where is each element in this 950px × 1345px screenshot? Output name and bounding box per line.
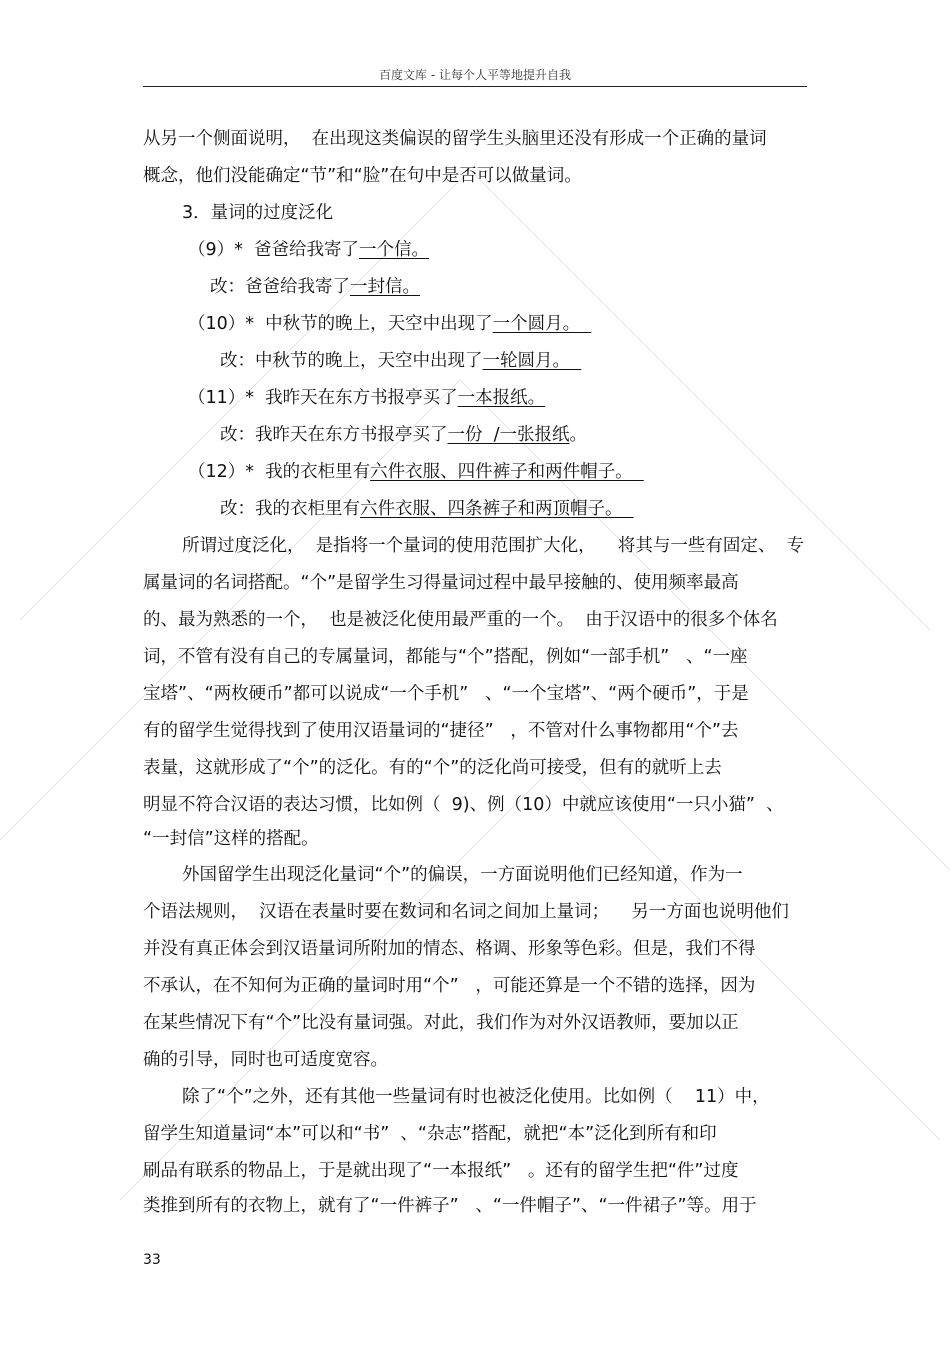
correction-line: 改：爸爸给我寄了一封信。 xyxy=(210,277,420,297)
example-line: （12）* 我的衣柜里有六件衣服、四件裤子和两件帽子。 xyxy=(188,462,644,482)
section-heading: 3．量词的过度泛化 xyxy=(182,203,334,223)
example-line: （10）* 中秋节的晚上，天空中出现了一个圆月。 xyxy=(188,314,592,334)
text-line: 确的引导，同时也可适度宽容。 xyxy=(143,1050,388,1070)
text-line: 属量词的名词搭配。“个”是留学生习得量词过程中最早接触的、使用频率最高 xyxy=(143,573,739,593)
text-line: “一封信”这样的搭配。 xyxy=(143,829,319,849)
example-line: （11）* 我昨天在东方书报亭买了一本报纸。 xyxy=(188,388,546,408)
example-line: （9）* 爸爸给我寄了一个信。 xyxy=(188,240,430,260)
text-line: 并没有真正体会到汉语量词所附加的情态、格调、形象等色彩。但是，我们不得 xyxy=(143,939,756,959)
text-line: 留学生知道量词“本”可以和“书” 、“杂志”搭配，就把“本”泛化到所有和印 xyxy=(143,1124,717,1144)
text-line: 明显不符合汉语的表达习惯，比如例（ 9)、例（10）中就应该使用“一只小猫” 、 xyxy=(143,795,784,815)
text-line: 刷品有联系的物品上，于是就出现了“一本报纸” 。还有的留学生把“件”过度 xyxy=(143,1161,739,1181)
text-line: 除了“个”之外，还有其他一些量词有时也被泛化使用。比如例（ 11）中， xyxy=(182,1087,770,1107)
text-line: 个语法规则， 汉语在表量时要在数词和名词之间加上量词； 另一方面也说明他们 xyxy=(143,902,789,922)
correction-line: 改：我的衣柜里有六件衣服、四条裤子和两顶帽子。 xyxy=(220,499,634,519)
text-line: 词，不管有没有自己的专属量词，都能与“个”搭配，例如“一部手机” 、“一座 xyxy=(143,647,748,667)
text-line: 有的留学生觉得找到了使用汉语量词的“捷径” ，不管对什么事物都用“个”去 xyxy=(143,721,739,741)
text-line: 的、最为熟悉的一个， 也是被泛化使用最严重的一个。 由于汉语中的很多个体名 xyxy=(143,610,778,630)
text-line: 外国留学生出现泛化量词“个”的偏误，一方面说明他们已经知道，作为一 xyxy=(182,865,743,885)
text-line: 概念，他们没能确定“节”和“脸”在句中是否可以做量词。 xyxy=(143,166,582,186)
text-line: 表量，这就形成了“个”的泛化。有的“个”的泛化尚可接受，但有的就听上去 xyxy=(143,758,722,778)
text-line: 宝塔”、“两枚硬币”都可以说成“一个手机” 、“一个宝塔”、“两个硬币”，于是 xyxy=(143,684,749,704)
text-line: 不承认，在不知何为正确的量词时用“个” ，可能还算是一个不错的选择，因为 xyxy=(143,976,756,996)
text-line: 在某些情况下有“个”比没有量词强。对此，我们作为对外汉语教师，要加以正 xyxy=(143,1013,739,1033)
text-line: 类推到所有的衣物上，就有了“一件裤子” 、“一件帽子”、“一件裙子”等。用于 xyxy=(143,1196,757,1216)
header-rule xyxy=(143,86,807,87)
correction-line: 改：中秋节的晚上，天空中出现了一轮圆月。 xyxy=(220,351,582,371)
page-header: 百度文库 - 让每个人平等地提升自我 xyxy=(379,68,571,82)
text-line: 所谓过度泛化， 是指将一个量词的使用范围扩大化， 将其与一些有固定、 专 xyxy=(182,536,804,556)
text-line: 从另一个侧面说明， 在出现这类偏误的留学生头脑里还没有形成一个正确的量词 xyxy=(143,129,767,149)
page-number: 33 xyxy=(143,1252,161,1268)
correction-line: 改：我昨天在东方书报亭买了一份 /一张报纸。 xyxy=(220,425,588,445)
